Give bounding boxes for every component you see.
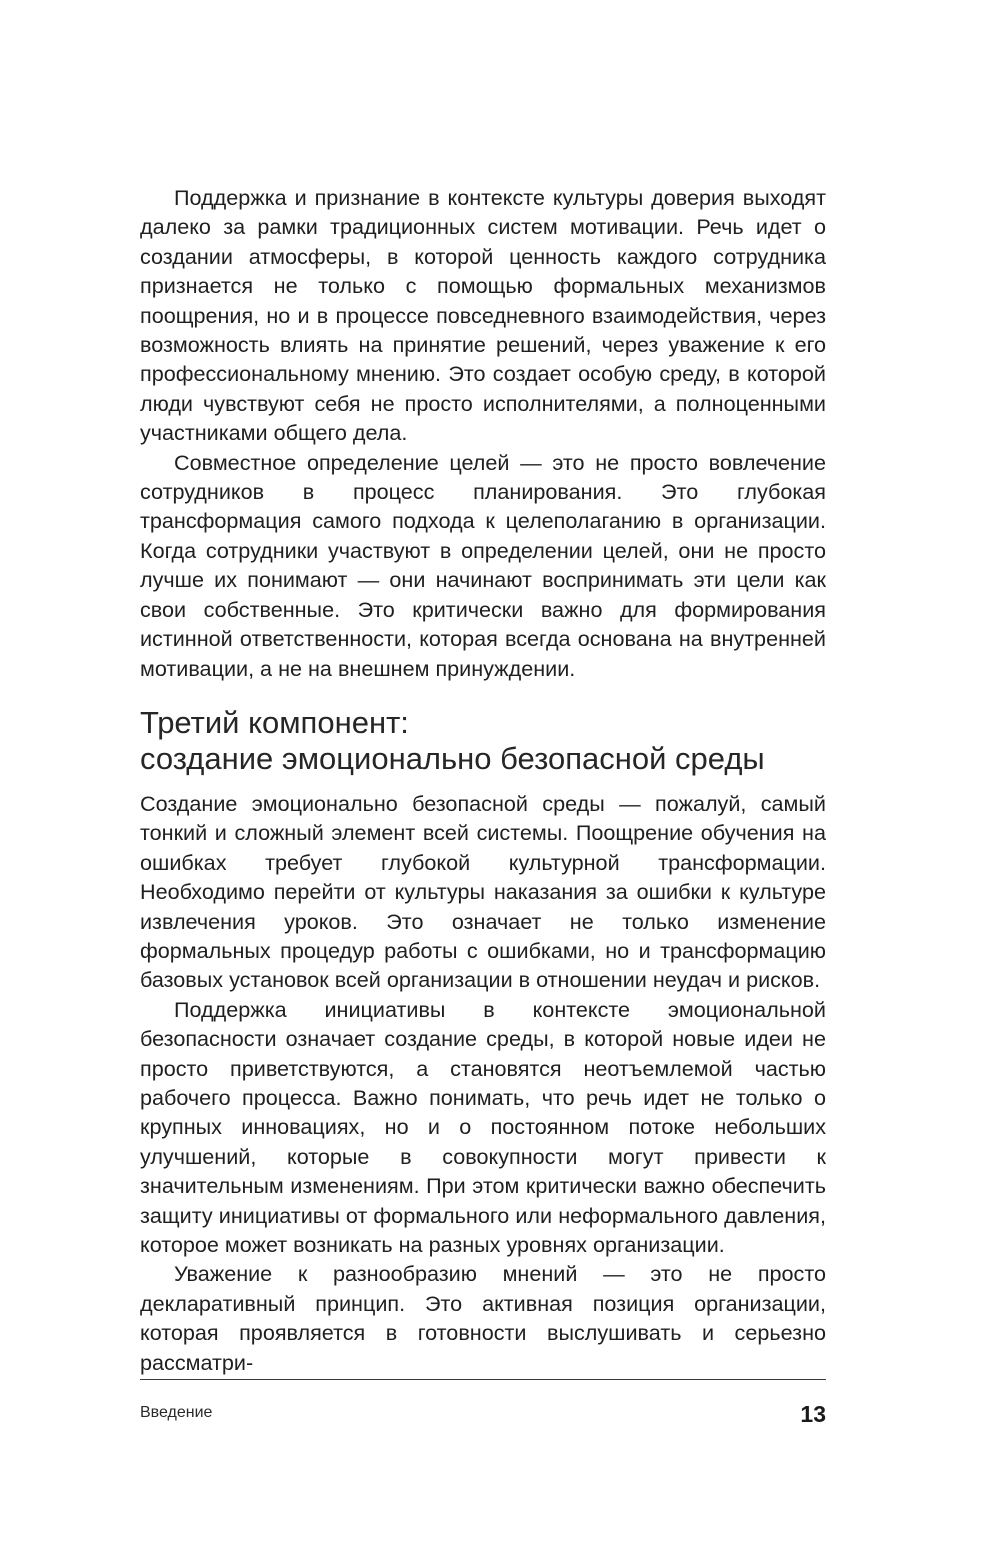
section-heading-line-2: создание эмоционально безопасной среды <box>140 740 765 776</box>
footer-divider <box>140 1379 826 1380</box>
paragraph-diversity: Уважение к разнообразию мнений — это не просто декларативный принцип. Это активная позиция организации, которая проявляется в готовности выслушивать и серьезно рассматри- <box>140 1261 826 1375</box>
paragraph-safe-environment: Создание эмоционально безопасной среды — пожалуй, самый тонкий и сложный элемент всей системы. Поощрение обучения на ошибках требует глубокой культурной трансформации. Необходимо перейти от культуры наказания за ошибки к культуре извлечения уроков. Это означает не только изменение формальных процедур работы с ошибками, но и трансформацию базовых установок всей организации в отношении неудач и рисков. <box>140 790 826 993</box>
footer-section-title: Введение <box>140 1404 213 1421</box>
page-body <box>140 183 826 1377</box>
page-number: 13 <box>800 1401 826 1427</box>
paragraph-recognition: Поддержка и признание в контексте культуры доверия выходят далеко за рамки традиционных систем мотивации. Речь идет о создании атмосферы, в которой ценность каждого сотрудника признается не только с помощью формальных механизмов поощрения, но и в процессе повседневного взаимодействия, через возможность влиять на принятие решений, через уважение к его профессиональному мнению. Это создает особую среду, в которой люди чувствуют себя не просто исполнителями, а полноценными участниками общего дела. <box>140 185 826 446</box>
section-heading <box>140 705 826 777</box>
paragraph-joint-goals: Совместное определение целей — это не просто вовлечение сотрудников в процесс планирования. Это глубокая трансформация самого подхода к целеполаганию в организации. Когда сотрудники участвуют в определении целей, они не просто лучше их понимают — они начинают воспринимать эти цели как свои собственные. Это критически важно для формирования истинной ответственности, которая всегда основана на внутренней мотивации, а не на внешнем принуждении. <box>140 449 826 681</box>
section-heading-line-1: Третий компонент: <box>140 704 409 740</box>
paragraph-initiative: Поддержка инициативы в контексте эмоциональной безопасности означает создание среды, в которой новые идеи не просто приветствуются, а становятся неотъемлемой частью рабочего процесса. Важно понимать, что речь идет не только о крупных инновациях, но и о постоянном потоке небольших улучшений, которые в совокупности могут привести к значительным изменениям. При этом критически важно обеспечить защиту инициативы от формального или неформального давления, которое может возникать на разных уровнях организации. <box>140 996 826 1257</box>
